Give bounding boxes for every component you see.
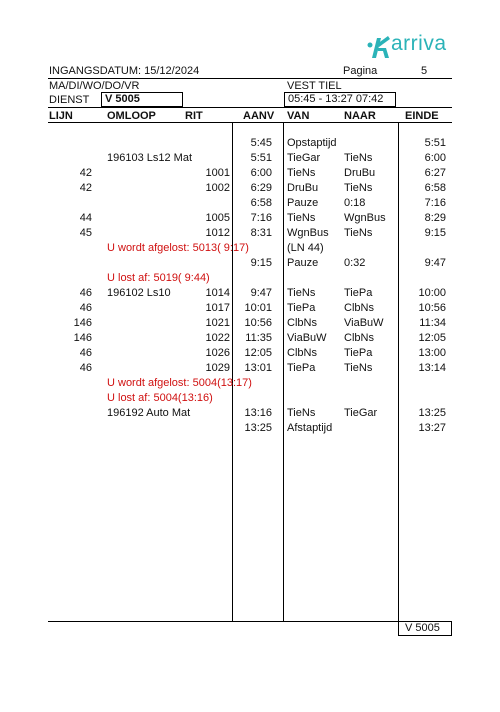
col-header-rit: RIT [185, 110, 203, 122]
cell-lijn: 45 [79, 227, 92, 239]
col-header-omloop: OMLOOP [107, 110, 156, 122]
pagina-label: Pagina [343, 65, 378, 77]
footer-dienst-number: V 5005 [405, 622, 440, 634]
col-header-einde: EINDE [405, 110, 439, 122]
cell-van: TieNs [287, 212, 316, 224]
cell-van: WgnBus [287, 227, 329, 239]
cell-van: Pauze [287, 257, 319, 269]
cell-aanv: 8:31 [250, 227, 272, 239]
cell-aanv: 9:47 [250, 287, 272, 299]
cell-rit: 1002 [205, 182, 230, 194]
cell-rit: 1029 [205, 362, 230, 374]
cell-naar: TieNs [344, 227, 373, 239]
cell-lijn: 44 [79, 212, 92, 224]
cell-van: Pauze [287, 197, 319, 209]
cell-aanv: 10:56 [244, 317, 272, 329]
cell-einde: 9:47 [424, 257, 446, 269]
cell-rit: 1001 [205, 167, 230, 179]
cell-einde: 13:00 [418, 347, 446, 359]
cell-van: (LN 44) [287, 242, 324, 254]
cell-naar: TieNs [344, 362, 373, 374]
cell-rit: 1012 [205, 227, 230, 239]
cell-omloop: 196103 Ls12 Mat [107, 152, 193, 164]
cell-lijn: 46 [79, 287, 92, 299]
cell-naar: ClbNs [344, 302, 374, 314]
col-header-van: VAN [287, 110, 310, 122]
cell-van: ClbNs [287, 347, 317, 359]
cell-rit: 1017 [205, 302, 230, 314]
cell-lijn: 146 [73, 332, 92, 344]
cell-einde: 10:56 [418, 302, 446, 314]
cell-van: Afstaptijd [287, 422, 333, 434]
cell-naar: TieNs [344, 182, 373, 194]
cell-naar: WgnBus [344, 212, 386, 224]
cell-van: TiePa [287, 362, 316, 374]
cell-einde: 12:05 [418, 332, 446, 344]
col-header-naar: NAAR [344, 110, 376, 122]
cell-einde: 11:34 [419, 317, 446, 329]
cell-aanv: 6:00 [250, 167, 272, 179]
cell-aanv: 6:58 [250, 197, 272, 209]
cell-omloop: U wordt afgelost: 5004(13:17) [107, 377, 252, 389]
cell-aanv: 7:16 [250, 212, 272, 224]
cell-van: TieNs [287, 167, 316, 179]
cell-lijn: 146 [73, 317, 92, 329]
cell-naar: ClbNs [344, 332, 374, 344]
cell-aanv: 5:45 [250, 137, 272, 149]
cell-omloop: U lost af: 5019( 9:44) [107, 272, 210, 284]
cell-van: DruBu [287, 182, 319, 194]
cell-rit: 1022 [205, 332, 230, 344]
time-range: 05:45 - 13:27 07:42 [288, 93, 384, 105]
cell-aanv: 13:25 [244, 422, 272, 434]
cell-einde: 6:58 [424, 182, 446, 194]
cell-aanv: 9:15 [250, 257, 272, 269]
cell-lijn: 46 [79, 362, 92, 374]
cell-van: TieGar [287, 152, 321, 164]
cell-lijn: 42 [79, 167, 92, 179]
col-header-lijn: LIJN [49, 110, 73, 122]
cell-aanv: 6:29 [250, 182, 272, 194]
pagina-number: 5 [421, 65, 428, 77]
cell-einde: 13:14 [418, 362, 446, 374]
cell-einde: 9:15 [424, 227, 446, 239]
cell-lijn: 42 [79, 182, 92, 194]
cell-lijn: 46 [79, 302, 92, 314]
cell-van: ClbNs [287, 317, 317, 329]
cell-rit: 1005 [205, 212, 230, 224]
cell-naar: 0:32 [344, 257, 366, 269]
cell-naar: ViaBuW [344, 317, 384, 329]
cell-aanv: 5:51 [250, 152, 272, 164]
cell-einde: 13:27 [418, 422, 446, 434]
cell-naar: TieGar [344, 407, 378, 419]
cell-aanv: 10:01 [244, 302, 272, 314]
cell-omloop: U wordt afgelost: 5013( 9:17) [107, 242, 249, 254]
cell-rit: 1026 [205, 347, 230, 359]
cell-einde: 7:16 [424, 197, 446, 209]
cell-aanv: 13:16 [244, 407, 272, 419]
brand-name: arriva [391, 32, 447, 55]
cell-aanv: 11:35 [245, 332, 272, 344]
cell-lijn: 46 [79, 347, 92, 359]
cell-naar: TiePa [344, 347, 373, 359]
dienst-label: DIENST [49, 94, 90, 106]
cell-aanv: 13:01 [244, 362, 272, 374]
cell-omloop: U lost af: 5004(13:16) [107, 392, 213, 404]
cell-van: ViaBuW [287, 332, 327, 344]
cell-naar: TieNs [344, 152, 373, 164]
ingangsdatum: INGANGSDATUM: 15/12/2024 [49, 65, 200, 77]
cell-einde: 13:25 [418, 407, 446, 419]
cell-van: Opstaptijd [287, 137, 337, 149]
day-pattern: MA/DI/WO/DO/VR [49, 80, 140, 92]
cell-einde: 6:27 [424, 167, 446, 179]
cell-naar: 0:18 [344, 197, 366, 209]
cell-naar: TiePa [344, 287, 373, 299]
dienst-number: V 5005 [105, 93, 140, 105]
cell-rit: 1014 [205, 287, 230, 299]
cell-einde: 10:00 [418, 287, 446, 299]
cell-einde: 5:51 [424, 137, 446, 149]
cell-omloop: 196102 Ls10 [107, 287, 171, 299]
location: VEST TIEL [287, 80, 342, 92]
cell-aanv: 12:05 [244, 347, 272, 359]
cell-van: TieNs [287, 287, 316, 299]
cell-van: TiePa [287, 302, 316, 314]
cell-rit: 1021 [205, 317, 230, 329]
cell-einde: 6:00 [424, 152, 446, 164]
col-header-aanv: AANV [243, 110, 275, 122]
cell-naar: DruBu [344, 167, 376, 179]
cell-einde: 8:29 [424, 212, 446, 224]
cell-van: TieNs [287, 407, 316, 419]
cell-omloop: 196192 Auto Mat [107, 407, 191, 419]
